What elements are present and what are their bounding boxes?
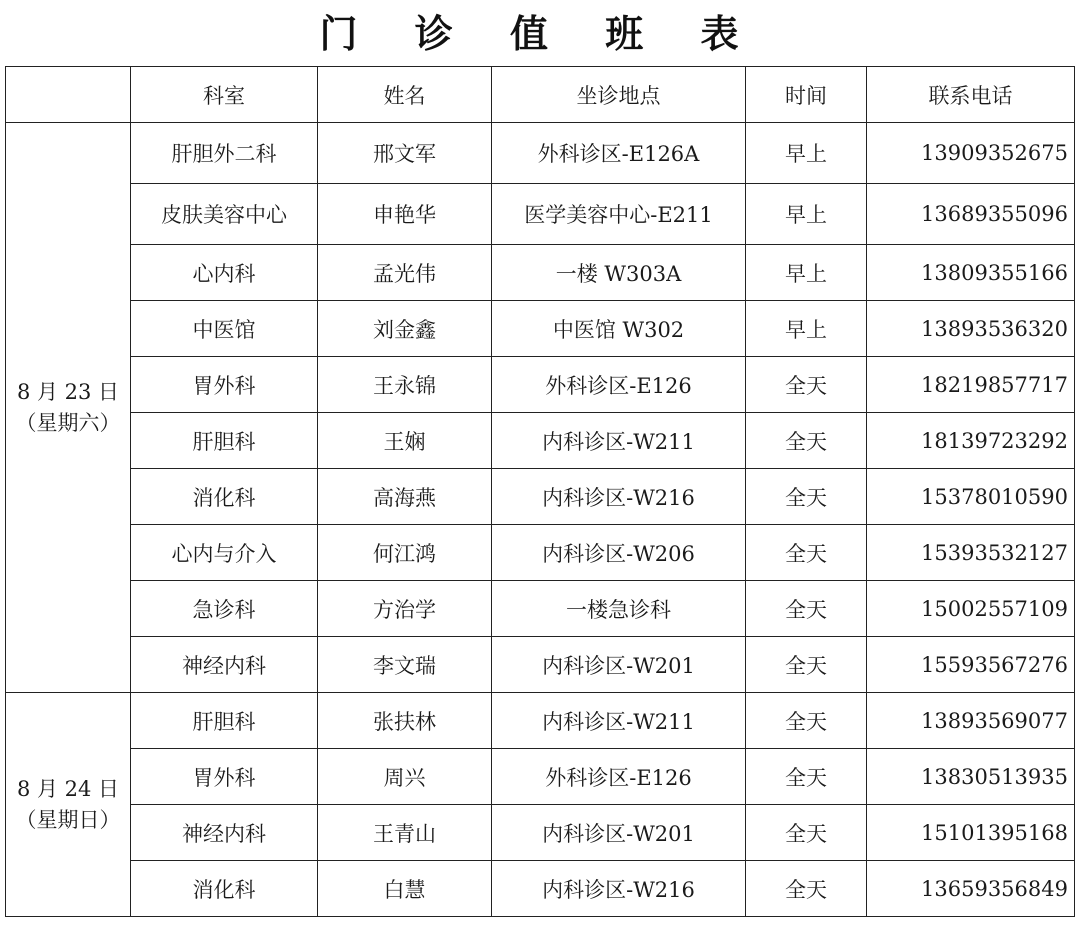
header-name: 姓名: [318, 67, 492, 123]
table-row: [6, 805, 1075, 861]
dept-cell: 心内科: [131, 245, 318, 301]
table-row: [6, 525, 1075, 581]
header-phone: 联系电话: [867, 67, 1075, 123]
name-cell: 王娴: [318, 413, 492, 469]
name-cell: 高海燕: [318, 469, 492, 525]
name-cell: 申艳华: [318, 184, 492, 245]
weekday-label: （星期六）: [15, 410, 121, 435]
dept-cell: 胃外科: [131, 749, 318, 805]
time-cell: 早上: [746, 184, 867, 245]
location-cell: 外科诊区-E126: [492, 749, 746, 805]
location-cell: 中医馆 W302: [492, 301, 746, 357]
date-cell: [6, 693, 131, 917]
dept-cell: 心内与介入: [131, 525, 318, 581]
phone-cell: 13893569077: [867, 693, 1075, 749]
table-row: [6, 245, 1075, 301]
time-cell: 全天: [746, 749, 867, 805]
time-cell: 早上: [746, 123, 867, 184]
time-cell: 全天: [746, 469, 867, 525]
location-cell: 外科诊区-E126A: [492, 123, 746, 184]
name-cell: 张扶林: [318, 693, 492, 749]
time-cell: 全天: [746, 805, 867, 861]
phone-cell: 13909352675: [867, 123, 1075, 184]
dept-cell: 神经内科: [131, 805, 318, 861]
phone-cell: 13659356849: [867, 861, 1075, 917]
dept-cell: 中医馆: [131, 301, 318, 357]
duty-table-body: [6, 123, 1075, 917]
dept-cell: 肝胆外二科: [131, 123, 318, 184]
date-label: 8 月 24 日: [16, 776, 120, 801]
location-cell: 内科诊区-W216: [492, 861, 746, 917]
dept-cell: 皮肤美容中心: [131, 184, 318, 245]
table-row: [6, 413, 1075, 469]
location-cell: 外科诊区-E126: [492, 357, 746, 413]
date-cell: [6, 123, 131, 693]
header-location: 坐诊地点: [492, 67, 746, 123]
table-row: [6, 301, 1075, 357]
location-cell: 内科诊区-W216: [492, 469, 746, 525]
location-cell: 内科诊区-W211: [492, 693, 746, 749]
table-row: [6, 749, 1075, 805]
dept-cell: 消化科: [131, 861, 318, 917]
phone-cell: 15378010590: [867, 469, 1075, 525]
time-cell: 全天: [746, 637, 867, 693]
time-cell: 全天: [746, 581, 867, 637]
table-row: [6, 469, 1075, 525]
phone-cell: 13809355166: [867, 245, 1075, 301]
name-cell: 邢文军: [318, 123, 492, 184]
time-cell: 全天: [746, 525, 867, 581]
duty-table: [5, 66, 1075, 917]
table-row: [6, 357, 1075, 413]
time-cell: 全天: [746, 413, 867, 469]
name-cell: 王青山: [318, 805, 492, 861]
table-row: [6, 123, 1075, 184]
dept-cell: 神经内科: [131, 637, 318, 693]
dept-cell: 急诊科: [131, 581, 318, 637]
name-cell: 何江鸿: [318, 525, 492, 581]
name-cell: 李文瑞: [318, 637, 492, 693]
table-row: [6, 861, 1075, 917]
name-cell: 方治学: [318, 581, 492, 637]
phone-cell: 18219857717: [867, 357, 1075, 413]
date-label: 8 月 23 日: [16, 379, 120, 404]
header-dept: 科室: [131, 67, 318, 123]
location-cell: 内科诊区-W201: [492, 637, 746, 693]
header-row: [6, 67, 1075, 123]
header-date: [6, 67, 131, 123]
time-cell: 全天: [746, 861, 867, 917]
phone-cell: 15593567276: [867, 637, 1075, 693]
time-cell: 早上: [746, 301, 867, 357]
weekday-label: （星期日）: [15, 807, 121, 832]
name-cell: 白慧: [318, 861, 492, 917]
location-cell: 内科诊区-W206: [492, 525, 746, 581]
header-time: 时间: [746, 67, 867, 123]
location-cell: 一楼急诊科: [492, 581, 746, 637]
table-row: [6, 693, 1075, 749]
time-cell: 全天: [746, 357, 867, 413]
dept-cell: 肝胆科: [131, 693, 318, 749]
location-cell: 医学美容中心-E211: [492, 184, 746, 245]
name-cell: 孟光伟: [318, 245, 492, 301]
page-title: 门 诊 值 班 表: [319, 12, 761, 56]
table-row: [6, 184, 1075, 245]
phone-cell: 15393532127: [867, 525, 1075, 581]
phone-cell: 15101395168: [867, 805, 1075, 861]
location-cell: 一楼 W303A: [492, 245, 746, 301]
name-cell: 刘金鑫: [318, 301, 492, 357]
name-cell: 周兴: [318, 749, 492, 805]
phone-cell: 13830513935: [867, 749, 1075, 805]
dept-cell: 胃外科: [131, 357, 318, 413]
location-cell: 内科诊区-W211: [492, 413, 746, 469]
time-cell: 全天: [746, 693, 867, 749]
location-cell: 内科诊区-W201: [492, 805, 746, 861]
table-row: [6, 581, 1075, 637]
dept-cell: 肝胆科: [131, 413, 318, 469]
name-cell: 王永锦: [318, 357, 492, 413]
time-cell: 早上: [746, 245, 867, 301]
phone-cell: 15002557109: [867, 581, 1075, 637]
dept-cell: 消化科: [131, 469, 318, 525]
table-row: [6, 637, 1075, 693]
phone-cell: 13689355096: [867, 184, 1075, 245]
phone-cell: 13893536320: [867, 301, 1075, 357]
phone-cell: 18139723292: [867, 413, 1075, 469]
